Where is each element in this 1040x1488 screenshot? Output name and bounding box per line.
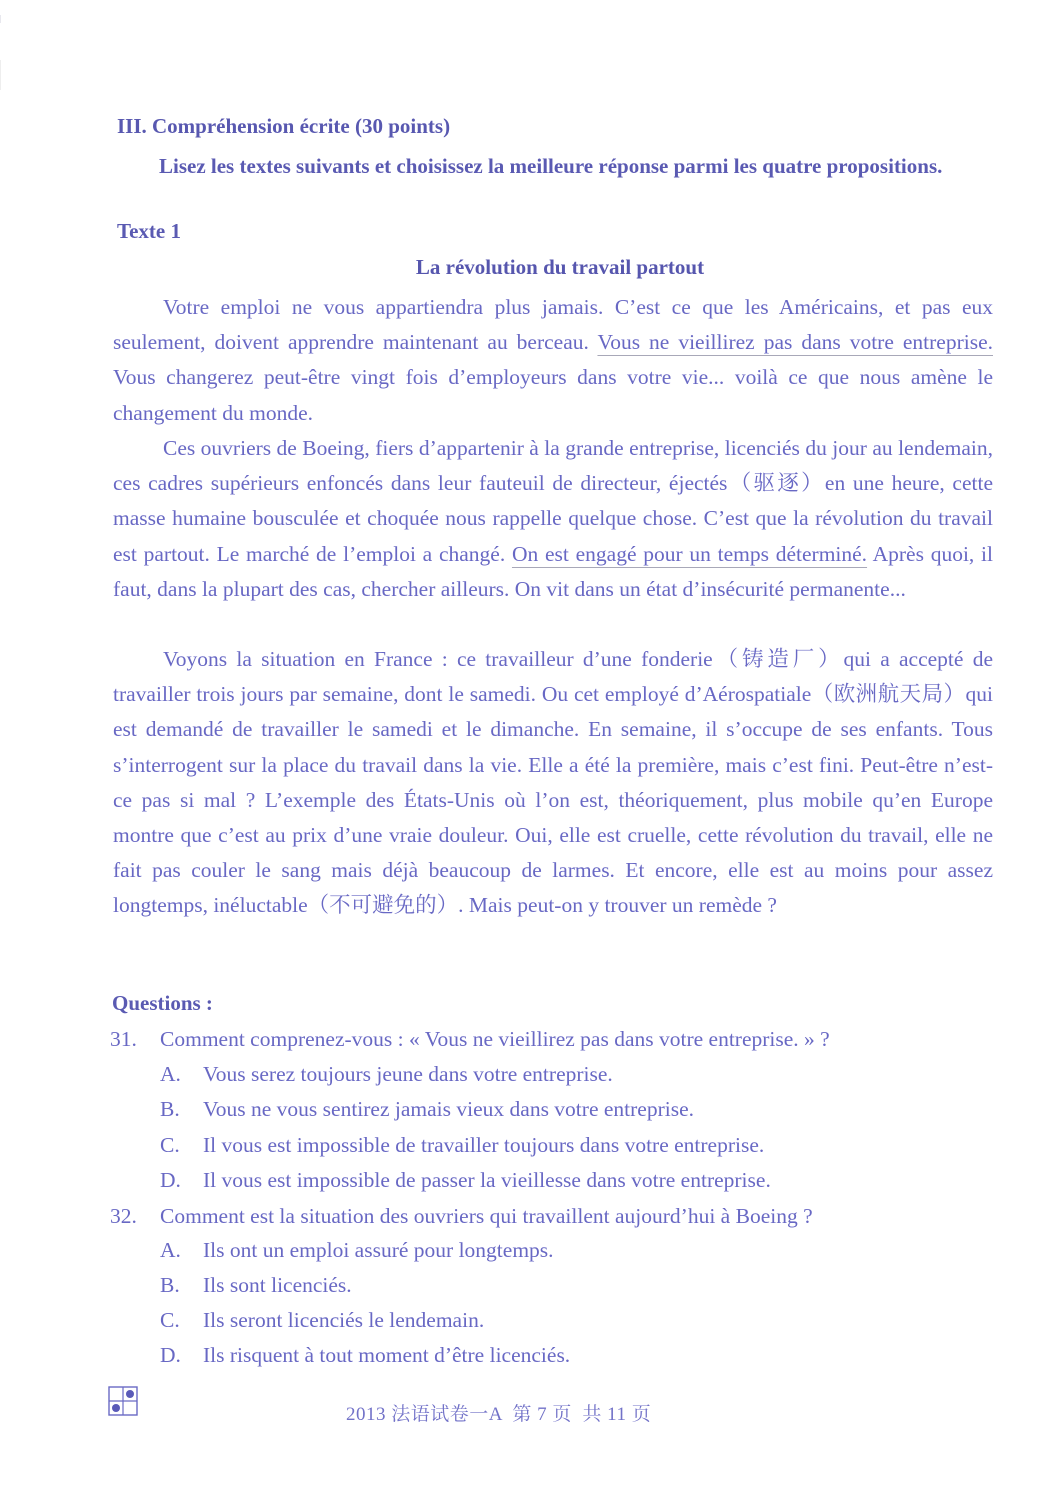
paragraph-text: Voyons la situation en France : ce travailleur d’une fonderie（铸造厂）qui a accepté de travailler trois jours par semaine, dont le samedi. Ou cet employé d’Aérospatiale（欧洲航天局）qui est demandé de travailler le samedi et le dimanche. En semaine, il s’occupe de ses enfants. Tous s’interrogent sur la place du travail dans la vie. Elle a été la première, mais c’est fini. Peut-être n’est-ce pas si mal ? L’exemple des États-Unis où l’on est, théoriquement, plus mobile qu’en Europe montre que c’est au prix d’une vraie douleur. Oui, elle est cruelle, cette révolution du travail, elle ne fait pas couler le sang mais déjà beaucoup de larmes. Et encore, elle est au moins pour assez longtemps, inéluctable（不可避免的）. Mais peut-on y trouver un remède ? — [113, 647, 993, 918]
question-text: Comment est la situation des ouvriers qui travaillent aujourd’hui à Boeing ? — [160, 1204, 813, 1228]
underlined-sentence: On est engagé pour un temps déterminé. — [511, 541, 868, 566]
underlined-sentence: Vous ne vieillirez pas dans votre entreprise. — [597, 330, 993, 355]
question-text: Comment comprenez-vous : « Vous ne vieillirez pas dans votre entreprise. » ? — [160, 1027, 830, 1051]
registration-grid-icon — [108, 1386, 138, 1416]
option-31-b[interactable] — [160, 1097, 694, 1122]
option-text: Ils seront licenciés le lendemain. — [203, 1308, 485, 1332]
option-text: Vous serez toujours jeune dans votre entreprise. — [203, 1062, 613, 1086]
article-paragraph-1 — [113, 290, 993, 431]
option-text: Ils sont licenciés. — [203, 1273, 352, 1297]
option-letter: B. — [160, 1097, 180, 1121]
question-number: 32. — [110, 1204, 137, 1228]
option-32-a[interactable] — [160, 1238, 554, 1263]
option-text: Ils risquent à tout moment d’être licenciés. — [203, 1343, 571, 1367]
option-31-c[interactable] — [160, 1133, 764, 1158]
question-32 — [110, 1204, 813, 1229]
article-title: La révolution du travail partout — [415, 255, 705, 279]
scan-edge-marks — [0, 0, 3, 110]
option-32-d[interactable] — [160, 1343, 570, 1368]
section-title: III. Compréhension écrite (30 points) — [117, 114, 451, 138]
option-text: Il vous est impossible de travailler toujours dans votre entreprise. — [203, 1133, 765, 1157]
option-letter: D. — [160, 1343, 181, 1367]
option-text: Ils ont un emploi assuré pour longtemps. — [203, 1238, 554, 1262]
paragraph-text: Ces ouvriers de Boeing, fiers d’appartenir à la grande entreprise, licenciés du jour au lendemain, ces cadres supérieurs enfoncés dans leur fauteuil de directeur, éjectés（驱逐）en une heure, cette masse humaine bousculée et choquée nous rappelle quelque chose. C’est que la révolution du travail est partout. Le marché de l’emploi a changé. — [113, 436, 993, 566]
page-footer: 2013 法语试卷一A 第 7 页 共 11 页 — [346, 1404, 652, 1425]
option-letter: C. — [160, 1133, 180, 1157]
section-instruction: Lisez les textes suivants et choisissez la meilleure réponse parmi les quatre propositions. — [159, 154, 943, 178]
article-paragraph-3 — [113, 642, 993, 924]
option-text: Il vous est impossible de passer la vieillesse dans votre entreprise. — [203, 1168, 771, 1192]
question-number: 31. — [110, 1027, 137, 1051]
questions-label: Questions : — [112, 991, 213, 1015]
texte-label: Texte 1 — [117, 219, 181, 243]
article-paragraph-2 — [113, 431, 993, 607]
option-letter: A. — [160, 1238, 181, 1262]
option-letter: B. — [160, 1273, 180, 1297]
option-letter: A. — [160, 1062, 181, 1086]
option-32-b[interactable] — [160, 1273, 352, 1298]
option-32-c[interactable] — [160, 1308, 484, 1333]
option-31-d[interactable] — [160, 1168, 771, 1193]
paragraph-text: Votre emploi ne vous appartiendra plus jamais. C’est ce que les Américains, et pas eux seulement, doivent apprendre maintenant au berceau. — [113, 295, 993, 355]
option-letter: C. — [160, 1308, 180, 1332]
option-31-a[interactable] — [160, 1062, 613, 1087]
question-31 — [110, 1027, 830, 1052]
paragraph-text: Après quoi, il faut, dans la plupart des cas, chercher ailleurs. On vit dans un état d’insécurité permanente... — [113, 541, 993, 601]
option-text: Vous ne vous sentirez jamais vieux dans votre entreprise. — [203, 1097, 694, 1121]
paragraph-text: Vous changerez peut-être vingt fois d’employeurs dans votre vie... voilà ce que nous amène le changement du monde. — [113, 365, 993, 425]
option-letter: D. — [160, 1168, 181, 1192]
